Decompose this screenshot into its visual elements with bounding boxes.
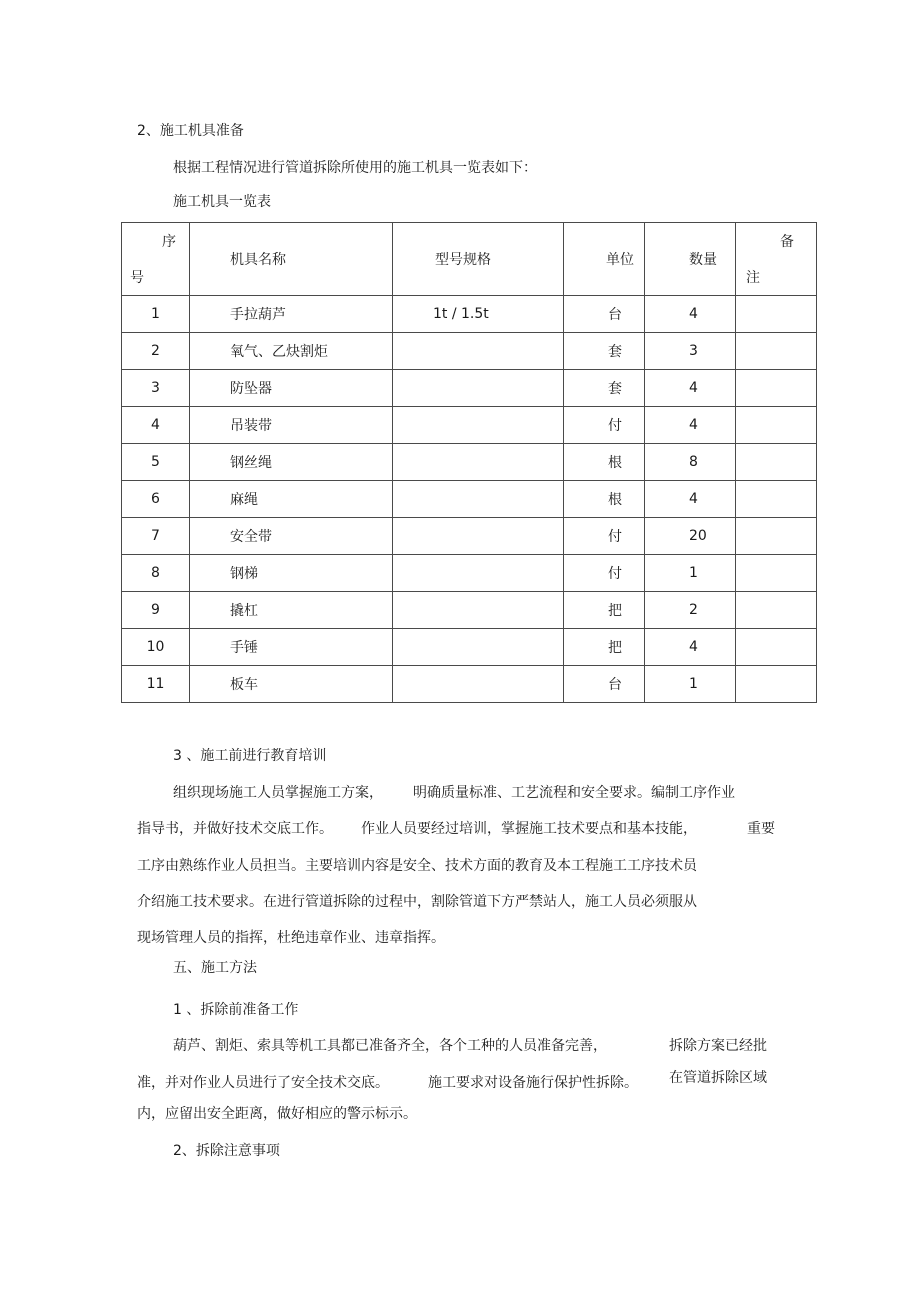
table-row: [122, 333, 817, 370]
cell-unit: 付: [564, 518, 645, 555]
cell-note: [736, 518, 817, 555]
cell-no: 1: [122, 296, 190, 333]
cell-unit: 付: [564, 407, 645, 444]
cell-note: [736, 592, 817, 629]
table-row: [122, 555, 817, 592]
table-row: [122, 518, 817, 555]
cell-no: 2: [122, 333, 190, 370]
cell-qty: 1: [645, 666, 736, 703]
cell-spec: [393, 333, 564, 370]
cell-note: [736, 481, 817, 518]
cell-spec: [393, 481, 564, 518]
prep-line-1b: 拆除方案已经批: [669, 1038, 767, 1054]
cell-name: 板车: [190, 666, 393, 703]
tools-intro: 根据工程情况进行管道拆除所使用的施工机具一览表如下：: [173, 160, 537, 176]
cell-qty: 4: [645, 481, 736, 518]
cell-unit: 套: [564, 370, 645, 407]
cell-name: 撬杠: [190, 592, 393, 629]
header-note: 备 注: [736, 223, 817, 296]
cell-note: [736, 629, 817, 666]
cell-name: 防坠器: [190, 370, 393, 407]
cell-spec: [393, 629, 564, 666]
cell-unit: 套: [564, 333, 645, 370]
cell-note: [736, 444, 817, 481]
subheading-notes: 2、拆除注意事项: [173, 1143, 280, 1159]
training-line-2b: 作业人员要经过培训，掌握施工技术要点和基本技能，: [361, 821, 697, 837]
cell-unit: 根: [564, 481, 645, 518]
header-unit: 单位: [564, 223, 645, 296]
cell-no: 10: [122, 629, 190, 666]
cell-name: 手锤: [190, 629, 393, 666]
header-qty: 数量: [645, 223, 736, 296]
cell-qty: 4: [645, 407, 736, 444]
cell-unit: 台: [564, 666, 645, 703]
cell-no: 5: [122, 444, 190, 481]
cell-name: 麻绳: [190, 481, 393, 518]
training-line-4: 介绍施工技术要求。在进行管道拆除的过程中，割除管道下方严禁站人，施工人员必须服从: [137, 894, 697, 910]
cell-note: [736, 333, 817, 370]
cell-name: 手拉葫芦: [190, 296, 393, 333]
cell-no: 7: [122, 518, 190, 555]
cell-no: 6: [122, 481, 190, 518]
table-row: [122, 481, 817, 518]
training-line-2a: 指导书，并做好技术交底工作。: [137, 821, 333, 837]
table-row: [122, 444, 817, 481]
cell-unit: 把: [564, 592, 645, 629]
cell-no: 11: [122, 666, 190, 703]
section-heading-tools: 2、施工机具准备: [137, 123, 244, 139]
cell-note: [736, 296, 817, 333]
cell-spec: 1t / 1.5t: [393, 296, 564, 333]
cell-spec: [393, 518, 564, 555]
cell-no: 8: [122, 555, 190, 592]
header-name: 机具名称: [190, 223, 393, 296]
cell-qty: 3: [645, 333, 736, 370]
prep-line-2b: 施工要求对设备施行保护性拆除。: [428, 1075, 638, 1091]
prep-line-3: 内，应留出安全距离，做好相应的警示标示。: [137, 1106, 417, 1122]
cell-spec: [393, 370, 564, 407]
training-line-2c: 重要: [747, 821, 775, 837]
table-row: [122, 592, 817, 629]
cell-no: 9: [122, 592, 190, 629]
cell-qty: 20: [645, 518, 736, 555]
cell-qty: 1: [645, 555, 736, 592]
training-line-1a: 组织现场施工人员掌握施工方案，: [173, 785, 383, 801]
table-row: [122, 370, 817, 407]
section-heading-training: 3 、施工前进行教育培训: [173, 748, 327, 764]
table-row: [122, 666, 817, 703]
cell-unit: 根: [564, 444, 645, 481]
cell-qty: 2: [645, 592, 736, 629]
cell-name: 吊装带: [190, 407, 393, 444]
cell-name: 氧气、乙炔割炬: [190, 333, 393, 370]
header-no: 序 号: [122, 223, 190, 296]
cell-name: 安全带: [190, 518, 393, 555]
table-row: [122, 629, 817, 666]
cell-name: 钢丝绳: [190, 444, 393, 481]
cell-no: 3: [122, 370, 190, 407]
training-line-3: 工序由熟练作业人员担当。主要培训内容是安全、技术方面的教育及本工程施工工序技术员: [137, 858, 697, 874]
cell-unit: 台: [564, 296, 645, 333]
cell-no: 4: [122, 407, 190, 444]
tools-table: [121, 222, 817, 703]
cell-unit: 把: [564, 629, 645, 666]
cell-qty: 8: [645, 444, 736, 481]
prep-line-1a: 葫芦、割炬、索具等机工具都已准备齐全，各个工种的人员准备完善，: [173, 1038, 607, 1054]
cell-note: [736, 407, 817, 444]
table-row: [122, 407, 817, 444]
subheading-prep: 1 、拆除前准备工作: [173, 1002, 299, 1018]
table-caption: 施工机具一览表: [173, 194, 271, 210]
training-line-5: 现场管理人员的指挥，杜绝违章作业、违章指挥。: [137, 930, 445, 946]
header-spec: 型号规格: [393, 223, 564, 296]
cell-spec: [393, 444, 564, 481]
table-row: [122, 296, 817, 333]
cell-name: 钢梯: [190, 555, 393, 592]
cell-note: [736, 555, 817, 592]
cell-spec: [393, 555, 564, 592]
cell-unit: 付: [564, 555, 645, 592]
cell-spec: [393, 592, 564, 629]
cell-note: [736, 666, 817, 703]
cell-note: [736, 370, 817, 407]
cell-qty: 4: [645, 370, 736, 407]
prep-line-2c: 在管道拆除区域: [669, 1070, 767, 1086]
prep-line-2a: 准，并对作业人员进行了安全技术交底。: [137, 1075, 389, 1091]
section-heading-method: 五、施工方法: [173, 960, 257, 976]
cell-spec: [393, 407, 564, 444]
cell-qty: 4: [645, 296, 736, 333]
training-line-1b: 明确质量标准、工艺流程和安全要求。编制工序作业: [413, 785, 735, 801]
table-header-row: [122, 223, 817, 296]
cell-qty: 4: [645, 629, 736, 666]
cell-spec: [393, 666, 564, 703]
